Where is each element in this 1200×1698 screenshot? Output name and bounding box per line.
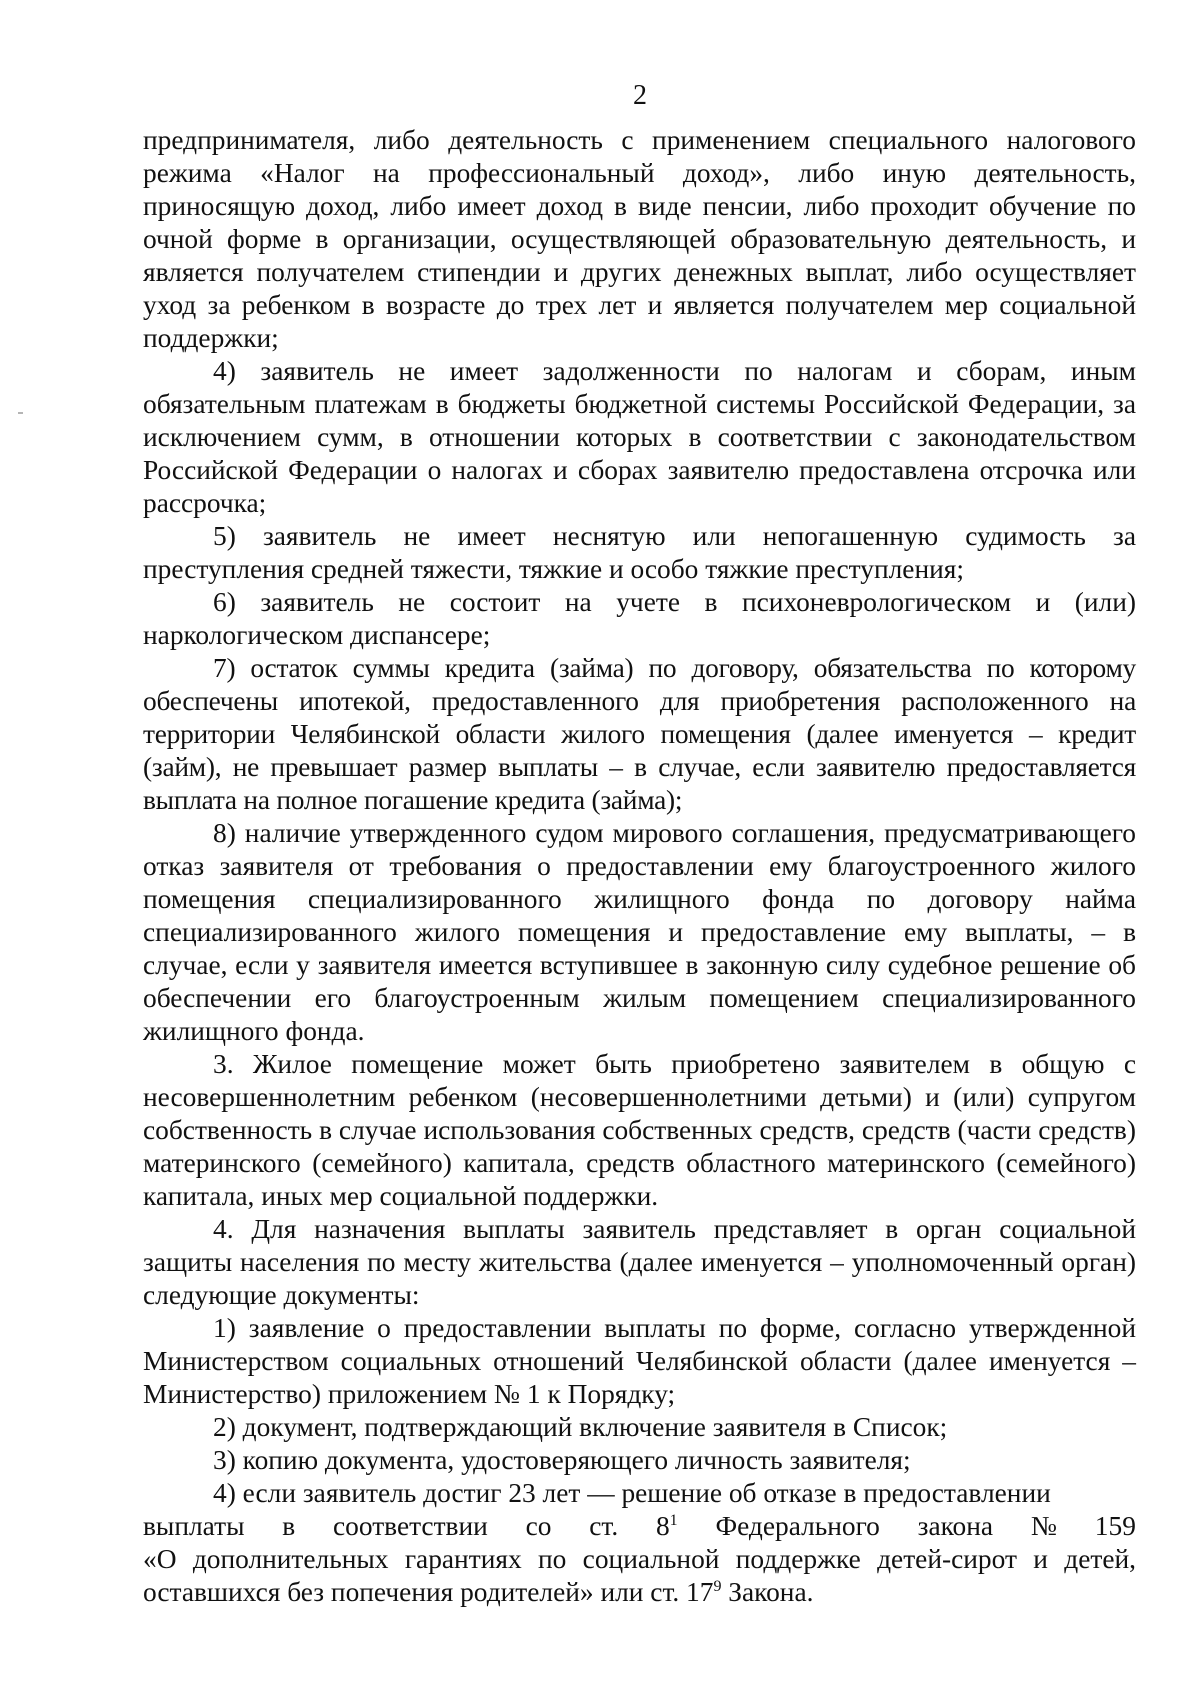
- paragraph-intro: предпринимателя, либо деятельность с применением специального налогового режима «Налог на профессиональный доход», либо иную деятельность, приносящую доход, либо имеет доход в виде пенсии, либо проходит обучение по очной форме в организации, осуществляющей образовательную деятельность, и является получателем стипендии и других денежных выплат, либо осуществляет уход за ребенком в возрасте до трех лет и является получателем мер социальной поддержки;: [143, 125, 1136, 353]
- document-item-4-line-3: [143, 1543, 1136, 1609]
- item-5: 5) заявитель не имеет неснятую или непогашенную судимость за преступления средней тяжести, тяжкие и особо тяжкие преступления;: [143, 521, 1136, 584]
- document-item-1: 1) заявление о предоставлении выплаты по форме, согласно утвержденной Министерством социальных отношений Челябинской области (далее именуется – Министерство) приложением № 1 к Порядку;: [143, 1313, 1136, 1409]
- document-item-3: 3) копию документа, удостоверяющего личность заявителя;: [213, 1445, 911, 1475]
- item-8: 8) наличие утвержденного судом мирового соглашения, предусматривающего отказ заявителя от требования о предоставлении ему благоустроенного жилого помещения специализированного жилищного фонда по договору найма специализированного жилого помещения и предоставление ему выплаты, – в случае, если у заявителя имеется вступившее в законную силу судебное решение об обеспечении его благоустроенным жилым помещением специализированного жилищного фонда.: [143, 818, 1136, 1046]
- article-superscript: 1: [669, 1512, 678, 1529]
- article-number: [656, 1510, 678, 1543]
- word: Федерального: [715, 1511, 880, 1541]
- law-title: «О дополнительных гарантиях по социальной поддержке детей-сирот и детей, оставшихся без попечения родителей» или ст. 17: [143, 1544, 1136, 1607]
- law-number: 159: [1094, 1511, 1136, 1541]
- word: в: [282, 1511, 296, 1541]
- document-item-4: [143, 1477, 1136, 1609]
- article-base: 8: [655, 1511, 670, 1541]
- article-superscript: 9: [713, 1578, 722, 1595]
- word: закона: [917, 1511, 994, 1541]
- word: ст.: [589, 1511, 619, 1541]
- page-number: 2: [633, 80, 647, 111]
- word: соответствии: [333, 1511, 488, 1541]
- number-sign: №: [1030, 1511, 1057, 1541]
- scan-mark: [18, 412, 23, 414]
- item-7: 7) остаток суммы кредита (займа) по договору, обязательства по которому обеспечены ипотекой, предоставленного для приобретения расположенного на территории Челябинской области жилого помещения (далее именуется – кредит (займ), не превышает размер выплаты – в случае, если заявителю предоставляется выплата на полное погашение кредита (займа);: [143, 653, 1136, 815]
- section-4: 4. Для назначения выплаты заявитель представляет в орган социальной защиты населения по месту жительства (далее именуется – уполномоченный орган) следующие документы:: [143, 1214, 1136, 1310]
- document-item-2: 2) документ, подтверждающий включение заявителя в Список;: [213, 1412, 948, 1442]
- item-4: 4) заявитель не имеет задолженности по налогам и сборам, иным обязательным платежам в бюджеты бюджетной системы Российской Федерации, за исключением сумм, в отношении которых в соответствии с законодательством Российской Федерации о налогах и сборах заявителю предоставлена отсрочка или рассрочка;: [143, 356, 1136, 518]
- section-3: 3. Жилое помещение может быть приобретено заявителем в общую с несовершеннолетним ребенком (несовершеннолетними детьми) и (или) супругом собственность в случае использования собственных средств, средств (части средств) материнского (семейного) капитала, средств областного материнского (семейного) капитала, иных мер социальной поддержки.: [143, 1049, 1136, 1211]
- item-6: 6) заявитель не состоит на учете в психоневрологическом и (или) наркологическом диспансере;: [143, 587, 1136, 650]
- document-item-4-line-1: 4) если заявитель достиг 23 лет — решение об отказе в предоставлении: [213, 1478, 1051, 1508]
- document-item-4-line-2: [143, 1510, 1136, 1543]
- word: со: [525, 1511, 552, 1541]
- document-body: [143, 124, 1136, 1609]
- word: выплаты: [143, 1511, 245, 1541]
- law-reference-tail: Закона.: [721, 1577, 814, 1607]
